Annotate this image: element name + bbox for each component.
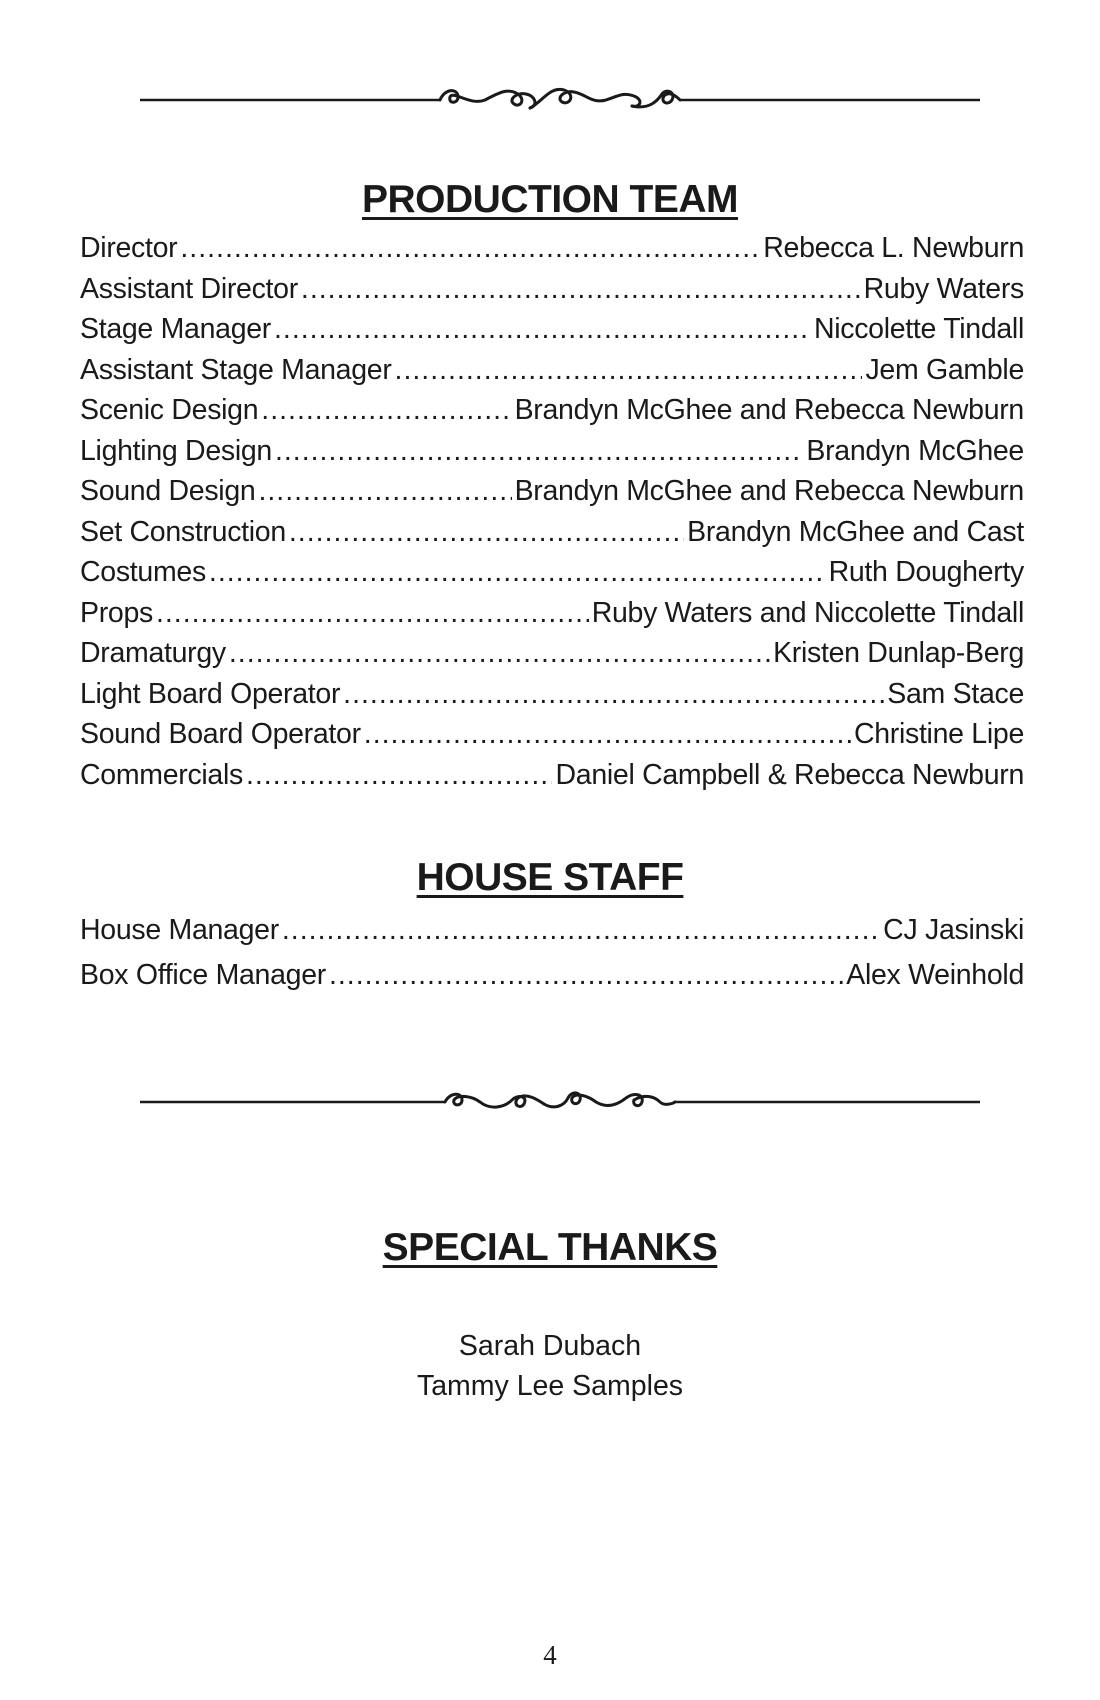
- dot-leader: [261, 394, 511, 427]
- credit-row-box-office-manager: [80, 959, 1024, 1004]
- dot-leader: [229, 637, 770, 670]
- credit-role: Sound Board Operator: [80, 718, 361, 750]
- dot-leader: [246, 759, 553, 792]
- credit-row-assistant-director: [80, 273, 1024, 314]
- credit-row-dramaturgy: [80, 637, 1024, 678]
- house-staff-heading: HOUSE STAFF: [416, 856, 684, 899]
- dot-leader: [395, 354, 863, 387]
- thanks-name: Sarah Dubach: [458, 1330, 642, 1362]
- page-number: 4: [543, 1640, 557, 1670]
- credit-role: House Manager: [80, 914, 279, 946]
- credit-name: Ruth Dougherty: [828, 556, 1024, 588]
- credit-name: CJ Jasinski: [883, 914, 1024, 946]
- credit-row-props: [80, 597, 1024, 638]
- credit-row-lighting-design: [80, 435, 1024, 476]
- dot-leader: [329, 959, 843, 992]
- credit-name: Brandyn McGhee and Rebecca Newburn: [514, 394, 1024, 426]
- credit-name: Brandyn McGhee and Rebecca Newburn: [514, 475, 1024, 507]
- credit-row-commercials: [80, 759, 1024, 800]
- credit-role: Costumes: [80, 556, 206, 588]
- credit-role: Commercials: [80, 758, 243, 791]
- credit-role: Sound Design: [80, 475, 256, 507]
- flourish-icon: [140, 1082, 980, 1122]
- dot-leader: [301, 273, 861, 306]
- credit-row-house-manager: [80, 914, 1024, 959]
- special-thanks-list: [0, 1326, 1100, 1406]
- credit-name: Christine Lipe: [853, 718, 1024, 750]
- dot-leader: [258, 475, 511, 508]
- special-thanks-heading: SPECIAL THANKS: [382, 1226, 718, 1269]
- credit-name: Jem Gamble: [865, 353, 1024, 386]
- credit-role: Set Construction: [80, 515, 286, 548]
- credit-row-set-construction: [80, 516, 1024, 557]
- credit-name: Ruby Waters: [863, 272, 1024, 305]
- credit-row-scenic-design: [80, 394, 1024, 435]
- credit-row-stage-manager: [80, 313, 1024, 354]
- credit-name: Brandyn McGhee and Cast: [687, 515, 1024, 548]
- credit-row-costumes: [80, 556, 1024, 597]
- dot-leader: [275, 435, 803, 468]
- dot-leader: [156, 597, 589, 630]
- credit-row-light-board-operator: [80, 678, 1024, 719]
- middle-divider-ornament: [140, 1082, 980, 1122]
- credit-row-sound-design: [80, 475, 1024, 516]
- credit-name: Niccolette Tindall: [813, 313, 1024, 345]
- credit-name: Alex Weinhold: [846, 959, 1024, 991]
- credit-row-assistant-stage-manager: [80, 354, 1024, 395]
- credit-role: Dramaturgy: [80, 637, 226, 669]
- dot-leader: [274, 313, 811, 346]
- credit-role: Props: [80, 596, 153, 629]
- production-team-heading: PRODUCTION TEAM: [362, 178, 738, 221]
- credit-row-sound-board-operator: [80, 718, 1024, 759]
- flourish-icon: [140, 80, 980, 120]
- credit-role: Assistant Stage Manager: [80, 353, 392, 386]
- credit-name: Sam Stace: [887, 677, 1024, 710]
- credit-role: Light Board Operator: [80, 677, 341, 710]
- credit-name: Kristen Dunlap-Berg: [773, 637, 1024, 669]
- credit-name: Rebecca L. Newburn: [763, 232, 1024, 264]
- credit-name: Daniel Campbell & Rebecca Newburn: [555, 758, 1024, 791]
- credit-role: Stage Manager: [80, 313, 271, 345]
- credit-role: Director: [80, 232, 178, 264]
- dot-leader: [209, 556, 826, 589]
- dot-leader: [364, 718, 851, 751]
- production-team-list: [80, 232, 1024, 799]
- dot-leader: [343, 678, 884, 711]
- credit-role: Lighting Design: [80, 434, 272, 467]
- dot-leader: [282, 914, 880, 947]
- house-staff-list: [80, 914, 1024, 1004]
- credit-role: Assistant Director: [80, 272, 298, 305]
- credit-role: Box Office Manager: [80, 959, 326, 991]
- dot-leader: [180, 232, 760, 265]
- thanks-name: Tammy Lee Samples: [416, 1370, 684, 1402]
- credit-name: Brandyn McGhee: [806, 434, 1024, 467]
- credit-name: Ruby Waters and Niccolette Tindall: [591, 596, 1024, 629]
- top-divider-ornament: [140, 80, 980, 120]
- dot-leader: [289, 516, 684, 549]
- credit-row-director: [80, 232, 1024, 273]
- credit-role: Scenic Design: [80, 394, 259, 426]
